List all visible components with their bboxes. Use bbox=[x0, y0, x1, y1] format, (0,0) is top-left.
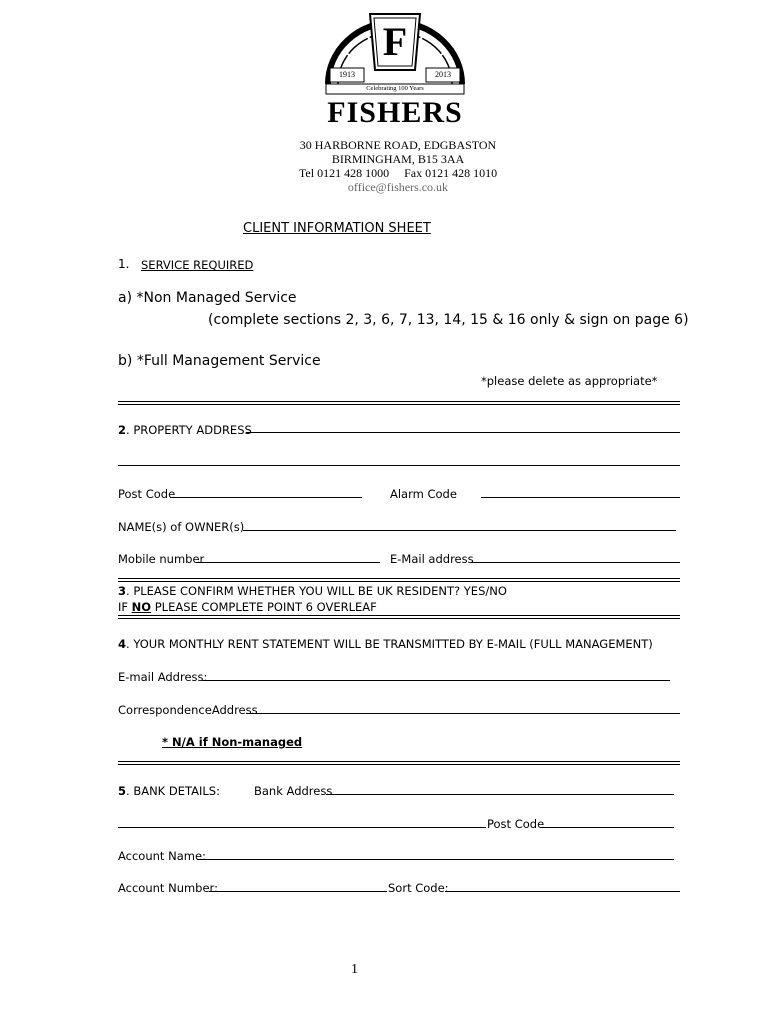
account-number-label: Account Number: bbox=[118, 881, 218, 895]
property-address-field[interactable] bbox=[246, 432, 680, 433]
account-number-field[interactable] bbox=[209, 891, 387, 892]
owners-field[interactable] bbox=[243, 530, 676, 531]
section-3-number: 3 bbox=[118, 584, 127, 598]
bank-address-field[interactable] bbox=[326, 794, 674, 795]
na-note: * N/A if Non-managed bbox=[162, 735, 303, 749]
option-a-label: *Non Managed Service bbox=[136, 290, 297, 306]
alarm-code-field[interactable] bbox=[481, 497, 680, 498]
property-address-field-2[interactable] bbox=[118, 465, 680, 466]
sort-code-field[interactable] bbox=[445, 891, 680, 892]
property-address-label bbox=[118, 423, 252, 437]
resident-question bbox=[118, 584, 507, 598]
resident-instruction bbox=[118, 600, 377, 614]
if-text: IF bbox=[118, 600, 132, 614]
section-2-number: 2 bbox=[118, 423, 127, 437]
sort-code-label: Sort Code: bbox=[388, 881, 449, 895]
mobile-label: Mobile number bbox=[118, 552, 205, 566]
divider bbox=[118, 401, 680, 405]
bank-postcode-field[interactable] bbox=[540, 827, 674, 828]
logo-year-left: 1913 bbox=[339, 70, 355, 79]
correspondence-field[interactable] bbox=[246, 713, 680, 714]
divider bbox=[118, 615, 680, 619]
address-line-2: BIRMINGHAM, B15 3AA bbox=[331, 152, 465, 166]
fishers-logo bbox=[320, 12, 470, 138]
page-title: CLIENT INFORMATION SHEET bbox=[243, 221, 431, 236]
page-number: 1 bbox=[351, 962, 358, 977]
phone-line bbox=[0, 166, 770, 181]
option-b-label: *Full Management Service bbox=[136, 353, 321, 369]
logo-letter: F bbox=[382, 19, 408, 64]
account-name-label: Account Name: bbox=[118, 849, 206, 863]
section-1-number: 1. bbox=[118, 257, 130, 271]
alarm-code-label: Alarm Code bbox=[390, 487, 457, 501]
logo-wordmark: FISHERS bbox=[327, 96, 463, 129]
resident-question-text: . PLEASE CONFIRM WHETHER YOU WILL BE UK RESIDENT? YES/NO bbox=[126, 584, 507, 598]
logo-tagline: Celebrating 100 Years bbox=[366, 85, 424, 92]
account-name-field[interactable] bbox=[197, 859, 674, 860]
section-1-heading: SERVICE REQUIRED bbox=[141, 258, 254, 272]
office-email[interactable]: office@fishers.co.uk bbox=[347, 180, 449, 194]
email-label: E-Mail address bbox=[390, 552, 474, 566]
mobile-field[interactable] bbox=[196, 562, 380, 563]
rent-statement-label bbox=[118, 637, 653, 651]
email-address-field[interactable] bbox=[202, 680, 670, 681]
divider bbox=[118, 761, 680, 765]
address-line-1: 30 HARBORNE ROAD, EDGBASTON bbox=[299, 138, 497, 152]
email-address-label: E-mail Address: bbox=[118, 670, 208, 684]
bank-postcode-label: Post Code bbox=[487, 817, 545, 831]
bank-address-label: Bank Address bbox=[254, 784, 333, 798]
option-b bbox=[118, 353, 321, 369]
option-a-note: (complete sections 2, 3, 6, 7, 13, 14, 15 & 16 only & sign on page 6) bbox=[208, 312, 689, 328]
section-5-number: 5 bbox=[118, 784, 127, 798]
telephone: Tel 0121 428 1000 bbox=[298, 166, 390, 180]
instruction-text: PLEASE COMPLETE POINT 6 OVERLEAF bbox=[151, 600, 377, 614]
email-field[interactable] bbox=[471, 562, 680, 563]
owners-label: NAME(s) of OWNER(s) bbox=[118, 520, 245, 534]
logo-year-right: 2013 bbox=[435, 70, 451, 79]
option-b-letter: b) bbox=[118, 353, 133, 369]
no-emphasis: NO bbox=[131, 600, 152, 614]
postcode-label: Post Code bbox=[118, 487, 176, 501]
option-a bbox=[118, 290, 297, 306]
rent-statement-text: . YOUR MONTHLY RENT STATEMENT WILL BE TRANSMITTED BY E-MAIL (FULL MANAGEMENT) bbox=[126, 637, 653, 651]
divider bbox=[118, 578, 680, 582]
correspondence-label: CorrespondenceAddress bbox=[118, 703, 258, 717]
bank-details-text: . BANK DETAILS: bbox=[126, 784, 220, 798]
property-address-text: . PROPERTY ADDRESS bbox=[126, 423, 252, 437]
bank-address-field-2[interactable] bbox=[118, 827, 486, 828]
fax: Fax 0121 428 1010 bbox=[404, 166, 498, 180]
postcode-field[interactable] bbox=[170, 497, 362, 498]
delete-note: *please delete as appropriate* bbox=[481, 374, 658, 388]
option-a-letter: a) bbox=[118, 290, 133, 306]
bank-details-label bbox=[118, 784, 220, 798]
section-4-number: 4 bbox=[118, 637, 127, 651]
